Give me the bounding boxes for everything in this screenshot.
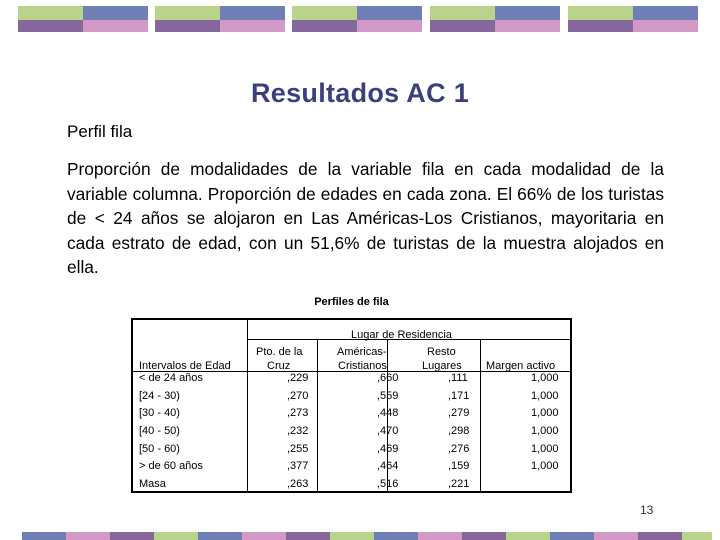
band-segment xyxy=(682,532,712,540)
row-label: [24 - 30) xyxy=(139,390,180,402)
slide-subheading: Perfil fila xyxy=(67,122,133,141)
table-divider xyxy=(480,339,481,491)
band-segment xyxy=(18,20,83,32)
band-segment xyxy=(220,6,285,20)
row-label: Masa xyxy=(139,478,166,490)
band-segment xyxy=(357,20,422,32)
group-header: Lugar de Residencia xyxy=(351,329,452,341)
table-cell: ,377 xyxy=(287,460,309,472)
column-header-line2: Cristianos xyxy=(338,360,387,372)
table-cell: ,276 xyxy=(448,443,470,455)
page-number: 13 xyxy=(640,503,654,517)
band-segment xyxy=(286,532,330,540)
table-cell: 1,000 xyxy=(531,372,559,384)
table-cell: ,559 xyxy=(377,390,399,402)
band-segment xyxy=(568,6,633,20)
table-cell: 1,000 xyxy=(531,443,559,455)
table-cell: ,232 xyxy=(287,425,309,437)
band-segment xyxy=(495,20,560,32)
band-segment xyxy=(495,6,560,20)
column-header-line2: Lugares xyxy=(422,360,462,372)
slide-paragraph: Proporción de modalidades de la variable fila en cada modalidad de la variable columna. Proporción de edades en cada zona. El 66% de los turistas de < 24 años se alojaron en Las Américas-Los Cristianos, mayoritaria en cada estrato de edad, con un 51,6% de turistas de la muestra alojados en ella. xyxy=(67,159,664,277)
band-segment xyxy=(357,6,422,20)
row-header: Intervalos de Edad xyxy=(139,360,231,372)
table-divider xyxy=(317,339,318,491)
table-cell: 1,000 xyxy=(531,460,559,472)
row-label: [30 - 40) xyxy=(139,407,180,419)
column-header-line2: Margen activo xyxy=(486,360,556,372)
band-segment xyxy=(110,532,154,540)
row-label: [40 - 50) xyxy=(139,425,180,437)
table-divider xyxy=(247,320,248,491)
band-segment xyxy=(568,20,633,32)
band-segment xyxy=(633,6,698,20)
band-segment xyxy=(155,6,220,20)
band-segment xyxy=(22,532,66,540)
column-header-line1: Américas- xyxy=(337,346,387,358)
band-segment xyxy=(638,532,682,540)
table-cell: ,111 xyxy=(448,372,468,384)
table-cell: ,159 xyxy=(448,460,470,472)
table-cell: ,298 xyxy=(448,425,470,437)
band-segment xyxy=(506,532,550,540)
row-label: < de 24 años xyxy=(139,372,203,384)
band-segment xyxy=(430,20,495,32)
band-segment xyxy=(83,6,148,20)
band-segment xyxy=(220,20,285,32)
band-segment xyxy=(154,532,198,540)
table-cell: ,171 xyxy=(448,390,470,402)
band-segment xyxy=(430,6,495,20)
band-segment xyxy=(418,532,462,540)
table-cell: ,263 xyxy=(287,478,309,490)
table-cell: ,660 xyxy=(377,372,399,384)
band-segment xyxy=(330,532,374,540)
table-title: Perfiles de fila xyxy=(314,296,389,308)
band-segment xyxy=(292,20,357,32)
band-segment xyxy=(83,20,148,32)
table-cell: ,279 xyxy=(448,407,470,419)
column-header-line1: Pto. de la xyxy=(256,346,303,358)
band-segment xyxy=(155,20,220,32)
table-cell: ,516 xyxy=(377,478,399,490)
column-header-line2: Cruz xyxy=(267,360,291,372)
band-segment xyxy=(462,532,506,540)
band-segment xyxy=(242,532,286,540)
table-cell: ,470 xyxy=(377,425,399,437)
bottom-decorative-band xyxy=(0,532,720,540)
table-cell: ,448 xyxy=(377,407,399,419)
row-profiles-table xyxy=(131,318,572,493)
table-cell: ,273 xyxy=(287,407,309,419)
table-cell: ,270 xyxy=(287,390,309,402)
row-label: > de 60 años xyxy=(139,460,203,472)
top-decorative-band xyxy=(0,6,720,32)
table-cell: ,469 xyxy=(377,443,399,455)
band-segment xyxy=(292,6,357,20)
column-header-line1: Resto xyxy=(427,346,456,358)
band-segment xyxy=(633,20,698,32)
table-cell: 1,000 xyxy=(531,425,559,437)
table-cell: 1,000 xyxy=(531,390,559,402)
table-cell: ,255 xyxy=(287,443,309,455)
table-cell: 1,000 xyxy=(531,407,559,419)
slide-title: Resultados AC 1 xyxy=(250,78,470,108)
row-label: [50 - 60) xyxy=(139,443,180,455)
band-segment xyxy=(18,6,83,20)
table-cell: ,464 xyxy=(377,460,399,472)
table-cell: ,221 xyxy=(448,478,470,490)
band-segment xyxy=(594,532,638,540)
band-segment xyxy=(550,532,594,540)
band-segment xyxy=(198,532,242,540)
band-segment xyxy=(374,532,418,540)
band-segment xyxy=(66,532,110,540)
table-cell: ,229 xyxy=(287,372,309,384)
